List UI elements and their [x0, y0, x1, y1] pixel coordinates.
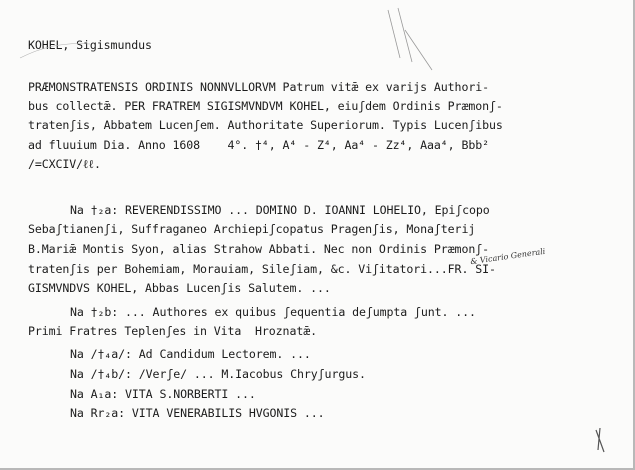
- note-1-line-3: B.Mariǣ Montis Syon, alias Strahow Abbati. Nec non Ordinis Præmonʃ-: [28, 242, 489, 256]
- note-5: Na A₁a: VITA S.NORBERTI ...: [70, 387, 256, 401]
- card-heading: KOHEL, Sigismundus: [28, 38, 152, 52]
- entry-line-1: PRÆMONSTRATENSIS ORDINIS NONNVLLORVM Patrum vitǣ ex varijs Authori-: [28, 80, 489, 94]
- note-1-line-2: Sebaʃtianenʃi, Suffraganeo Archiepiʃcopatus Pragenʃis, Monaʃterij: [28, 222, 476, 236]
- note-2-line-2: Primi Fratres Teplenʃes in Vita Hroznatǣ.: [28, 324, 317, 338]
- note-1-line-1: Na †₂a: REVERENDISSIMO ... DOMINO D. IOANNI LOHELIO, Epiʃcopo: [70, 203, 490, 217]
- note-2-line-1: Na †₂b: ... Authores ex quibus ʃequentia deʃumpta ʃunt. ...: [70, 305, 476, 319]
- entry-shelfmark: /=CXCIV/ℓℓ.: [28, 157, 101, 171]
- entry-line-2: bus collectǣ. PER FRATREM SIGISMVNDVM KOHEL, eiuʃdem Ordinis Præmonʃ-: [28, 99, 503, 113]
- note-1-line-5: GISMVNDVS KOHEL, Abbas Lucenʃis Salutem. ...: [28, 281, 331, 295]
- note-3: Na /†₄a/: Ad Candidum Lectorem. ...: [70, 347, 311, 361]
- entry-line-4: ad fluuium Dia. Anno 1608 4°. †⁴, A⁴ - Z⁴, Aa⁴ - Zz⁴, Aaa⁴, Bbb²: [28, 138, 489, 152]
- note-1-line-4: tratenʃis per Bohemiam, Morauiam, Sileʃiam, &c. Viʃitatori...FR. SI-: [28, 262, 496, 276]
- entry-line-3: tratenʃis, Abbatem Lucenʃem. Authoritate Superiorum. Typis Lucenʃibus: [28, 118, 503, 132]
- note-4: Na /†₄b/: /Verʃe/ ... M.Iacobus Chryʃurgus.: [70, 367, 366, 381]
- handwritten-annotation: & Vicario Generali: [469, 246, 546, 267]
- note-6: Na Rr₂a: VITA VENERABILIS HVGONIS ...: [70, 406, 325, 420]
